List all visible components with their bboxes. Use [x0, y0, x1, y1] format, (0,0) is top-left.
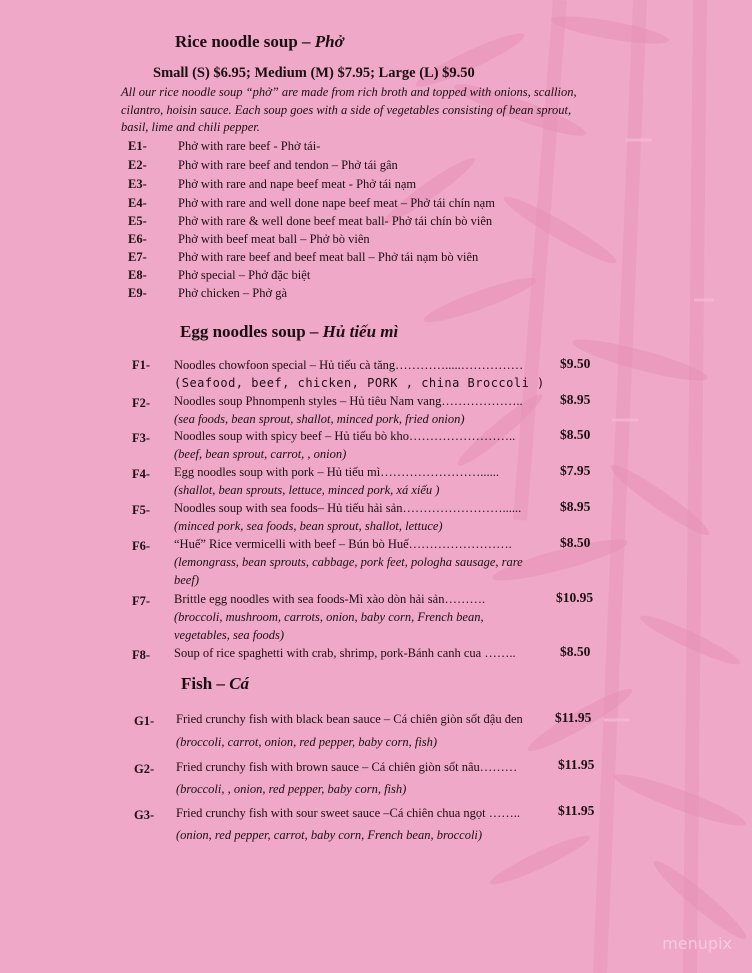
item-name: Noodles soup with sea foods– Hủ tiếu hải sản……………………...... — [174, 501, 522, 515]
item-code: E3- — [128, 177, 147, 191]
item-name: “Huế” Rice vermicelli with beef – Bún bò Huế……………………. — [174, 537, 512, 551]
item-code: E1- — [128, 139, 147, 153]
pho-intro-text: All our rice noodle soup “phở” are made from rich broth and topped with onions, scallion, cilantro, hoisin sauce. Each soup goes with a side of vegetables consisting of bean sprout, basil, lime and chili pepper. — [121, 85, 577, 134]
item-description: (broccoli, mushroom, carrots, onion, baby corn, French bean, vegetables, sea foods) — [174, 610, 484, 642]
item-code: F1- — [132, 358, 151, 372]
item-price: $11.95 — [558, 757, 595, 772]
item-price: $10.95 — [556, 590, 594, 605]
item-description: (lemongrass, bean sprouts, cabbage, pork feet, pologha sausage, rare beef) — [174, 555, 523, 587]
item-description: (shallot, bean sprouts, lettuce, minced pork, xá xiếu ) — [174, 483, 440, 497]
item-name: Phở with rare & well done beef meat ball- Phở tái chín bò viên — [178, 214, 493, 228]
item-price: $8.50 — [560, 644, 591, 659]
section-title-egg-noodles — [180, 322, 398, 342]
section-title-fish — [181, 674, 249, 694]
item-name: Phở special – Phở đặc biệt — [178, 268, 311, 282]
item-price: $8.50 — [560, 535, 591, 550]
item-description: (beef, bean sprout, carrot, , onion) — [174, 447, 347, 461]
item-name: Phở with rare and nape beef meat - Phở tái nạm — [178, 177, 417, 191]
item-description: (onion, red pepper, carrot, baby corn, French bean, broccoli) — [176, 828, 483, 842]
item-name: Noodles soup Phnompenh styles – Hủ tiêu Nam vang……………….. — [174, 394, 523, 408]
pho-size-prices: Small (S) $6.95; Medium (M) $7.95; Large (L) $9.50 — [153, 65, 475, 81]
section-title-text: Rice noodle soup – — [175, 32, 315, 51]
item-description-handwritten: (Seafood, beef, chicken, PORK , china Broccoli ) — [174, 376, 545, 390]
item-price: $11.95 — [558, 803, 595, 818]
item-code: G3- — [134, 808, 155, 822]
item-price: $7.95 — [560, 463, 591, 478]
item-name: Phở with beef meat ball – Phở bò viên — [178, 232, 370, 246]
item-code: E5- — [128, 214, 147, 228]
item-price: $8.95 — [560, 499, 591, 514]
section-title-pho — [175, 32, 344, 52]
item-code: F4- — [132, 467, 151, 481]
item-name: Egg noodles soup with pork – Hủ tiếu mì……………………...... — [174, 465, 499, 479]
item-description: (sea foods, bean sprout, shallot, minced pork, fried onion) — [174, 412, 465, 426]
section-title-vn: Phở — [314, 32, 344, 51]
item-price: $8.50 — [560, 427, 591, 442]
item-code: F6- — [132, 539, 151, 553]
item-code: F5- — [132, 503, 151, 517]
item-code: E7- — [128, 250, 147, 264]
item-price: $9.50 — [560, 356, 591, 371]
item-code: F2- — [132, 396, 151, 410]
item-description: (broccoli, carrot, onion, red pepper, baby corn, fish) — [176, 735, 438, 749]
item-name: Fried crunchy fish with sour sweet sauce –Cá chiên chua ngọt …….. — [176, 806, 521, 820]
item-description: (minced pork, sea foods, bean sprout, shallot, lettuce) — [174, 519, 443, 533]
item-description: (broccoli, , onion, red pepper, baby corn, fish) — [176, 782, 407, 796]
item-name: Brittle egg noodles with sea foods-Mì xào dòn hải sản………. — [174, 592, 486, 606]
item-code: E2- — [128, 158, 147, 172]
item-name: Noodles chowfoon special – Hủ tiếu cà tăng………….....…………… — [174, 358, 524, 372]
item-name: Fried crunchy fish with black bean sauce – Cá chiên giòn sốt đậu đen — [176, 712, 523, 726]
item-code: E4- — [128, 196, 147, 210]
item-code: F3- — [132, 431, 151, 445]
item-code: F7- — [132, 594, 151, 608]
section-title-vn: Cá — [229, 674, 250, 693]
item-name: Phở with rare beef and beef meat ball – Phở tái nạm bò viên — [178, 250, 479, 264]
item-code: E9- — [128, 286, 147, 300]
item-code: G1- — [134, 714, 155, 728]
item-code: F8- — [132, 648, 151, 662]
item-name: Noodles soup with spicy beef – Hủ tiếu bò kho…………………….. — [174, 429, 516, 443]
item-code: E8- — [128, 268, 147, 282]
item-name: Soup of rice spaghetti with crab, shrimp, pork-Bánh canh cua …….. — [174, 646, 516, 660]
item-code: E6- — [128, 232, 147, 246]
item-price: $8.95 — [560, 392, 591, 407]
item-price: $11.95 — [555, 710, 592, 725]
item-name: Fried crunchy fish with brown sauce – Cá chiên giòn sốt nâu……… — [176, 760, 518, 774]
section-title-vn: Hủ tiếu mì — [322, 322, 399, 341]
item-name: Phở chicken – Phở gà — [178, 286, 288, 300]
menupix-watermark-logo: menupix — [662, 934, 732, 953]
item-name: Phở with rare beef - Phở tái- — [178, 139, 321, 153]
section-title-text: Fish – — [181, 674, 230, 693]
section-title-text: Egg noodles soup – — [180, 322, 323, 341]
item-code: G2- — [134, 762, 155, 776]
item-name: Phở with rare beef and tendon – Phở tái gân — [178, 158, 398, 172]
item-name: Phở with rare and well done nape beef meat – Phở tái chín nạm — [178, 196, 495, 210]
